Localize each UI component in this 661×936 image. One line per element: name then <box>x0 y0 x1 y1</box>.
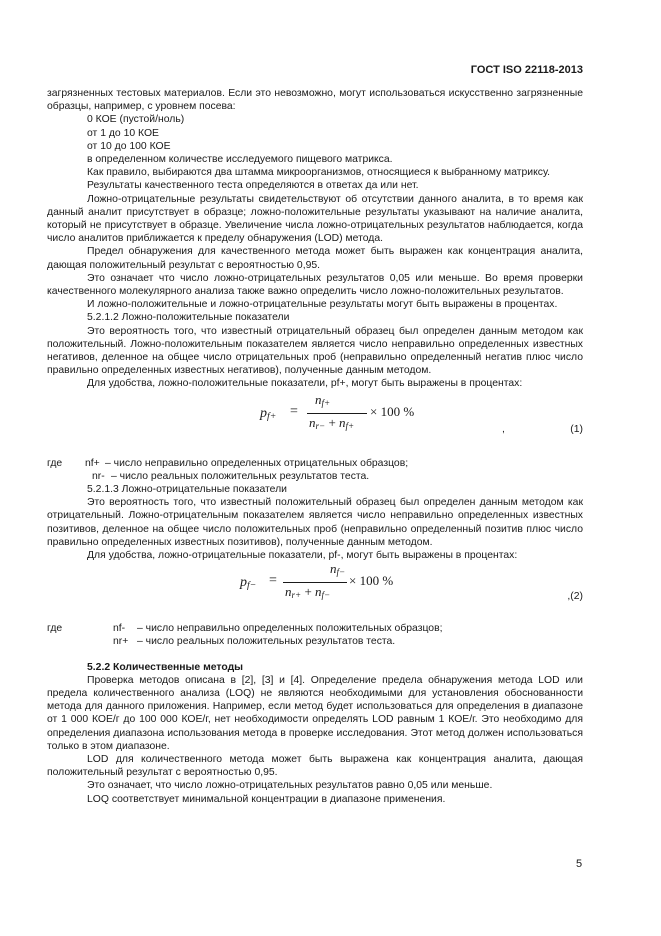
where-row <box>47 635 583 648</box>
formula-equals: = <box>269 573 277 589</box>
paragraph: Результаты качественного теста определяются в ответах да или нет. <box>87 180 419 192</box>
paragraph: Ложно-отрицательные результаты свидетельствуют об отсутствии данного аналита, в то время как данный аналит присутствует в образце; ложно-положительные результаты указывают на наличие аналита, который не присутствует в образце. Увеличение числа ложно-отрицательных результатов наблюдается, когда число аналитов приближается к пределу обнаружения (LOD) метода. <box>47 193 583 245</box>
where-label: где <box>47 623 63 635</box>
paragraph: LOD для количественного метода может быть выражена как концентрация аналита, дающая положительный результат с вероятностью 0,95. <box>47 754 583 779</box>
formula-false-negative <box>47 562 583 610</box>
document-header: ГОСТ ISO 22118-2013 <box>470 64 583 76</box>
variable-symbol: nf- <box>113 623 126 635</box>
formula-multiplier: × 100 % <box>349 573 394 589</box>
paragraph: Как правило, выбираются два штамма микроорганизмов, относящиеся к выбранному матриксу. <box>87 167 550 179</box>
formula-lhs: $p_{f+}$ <box>260 405 277 422</box>
paragraph: LOQ соответствует минимальной концентрации в диапазоне применения. <box>87 793 446 805</box>
section-heading: 5.2.1.3 Ложно-отрицательные показатели <box>87 484 287 496</box>
formula-equals: = <box>290 403 298 419</box>
where-label: где <box>47 457 63 469</box>
variable-symbol: nr- <box>92 470 105 482</box>
formula-numerator: $n_{f-}$ <box>330 561 346 578</box>
variable-description: – число неправильно определенных положительных образцов; <box>137 623 443 635</box>
list-item: 0 КОЕ (пустой/ноль) <box>87 114 185 126</box>
fraction-bar <box>307 413 367 414</box>
fraction-bar <box>283 582 347 583</box>
formula-numerator: $n_{f+}$ <box>315 391 331 408</box>
paragraph: Для удобства, ложно-отрицательные показатели, pf-, могут быть выражены в процентах: <box>87 550 518 562</box>
formula-comma: , <box>502 423 505 435</box>
where-row <box>47 622 583 635</box>
section-heading: 5.2.2 Количественные методы <box>87 661 244 673</box>
where-row <box>47 470 583 483</box>
list-item: от 10 до 100 КОЕ <box>87 140 171 152</box>
paragraph: Это означает что число ложно-отрицательных результатов 0,05 или меньше. Во время проверки качественного молекулярного анализа также важно определить число ложно-положительных результатов. <box>47 272 583 298</box>
paragraph: Для удобства, ложно-положительные показатели, pf+, могут быть выражены в процентах: <box>87 378 523 390</box>
paragraph: Это вероятность того, что известный отрицательный образец был определен данным методом как положительный. Ложно-положительным показателем является число неправильно определенных известных негативов, деленное на общее число отрицательных проб (неправильно определенный негатив плюс число правильно определенных известных негативов), полученные данным методом. <box>47 325 583 377</box>
formula-false-positive <box>47 391 583 445</box>
variable-description: – число реальных положительных результатов теста. <box>111 470 370 482</box>
variable-symbol: nf+ <box>85 457 100 469</box>
list-item: в определенном количестве исследуемого пищевого матрикса. <box>87 154 393 166</box>
formula-denominator: $n_{r-} + n_{f+}$ <box>309 414 355 431</box>
variable-description: – число реальных положительных результатов теста. <box>137 636 396 648</box>
paragraph: Это вероятность того, что известный положительный образец был определен данным методом как отрицательный. Ложно-отрицательным показателем является число неправильно определенных известных позитивов, деленное на общее число положительных проб (неправильно определенный позитив плюс число правильно определенных известных позитивов), полученные данным методом. <box>47 497 583 548</box>
list-item: от 1 до 10 КОЕ <box>87 127 159 139</box>
paragraph: Предел обнаружения для качественного метода может быть выражен как концентрация аналита, дающая положительный результат с вероятностью 0,95. <box>47 246 583 271</box>
formula-multiplier: × 100 % <box>370 403 415 419</box>
variable-description: – число неправильно определенных отрицательных образцов; <box>105 457 409 469</box>
formula-number: ,(2) <box>567 591 583 603</box>
paragraph: Это означает, что число ложно-отрицательных результатов равно 0,05 или меньше. <box>87 780 493 792</box>
page-number: 5 <box>576 858 583 870</box>
document-body <box>47 87 583 806</box>
variable-symbol: nr+ <box>113 636 129 648</box>
formula-number: (1) <box>570 423 583 435</box>
paragraph: загрязненных тестовых материалов. Если это невозможно, могут использоваться искусственно загрязненные образцы, например, с уровнем посева: <box>47 88 583 113</box>
paragraph: Проверка методов описана в [2], [3] и [4]. Определение предела обнаружения метода LOD или предела количественного анализа (LOQ) не являются необходимыми для установления обоснованности метода для данного приложения. Например, если метод будет использоваться для определения в диапазоне от 1 000 КОЕ/г до 100 000 КОЕ/г, нет необходимости определять LOD равным 1 КОЕ/г. Это необходимо для определения диапазона использования метода в проверке исследования. Этот метод должен использоваться только в этом диапазоне. <box>47 674 583 752</box>
formula-lhs: $p_{f-}$ <box>240 575 257 592</box>
paragraph: И ложно-положительные и ложно-отрицательные результаты могут быть выражены в процентах. <box>87 299 558 311</box>
formula-denominator: $n_{r+} + n_{f-}$ <box>285 584 331 601</box>
where-row <box>47 457 583 470</box>
section-heading: 5.2.1.2 Ложно-положительные показатели <box>87 312 290 324</box>
